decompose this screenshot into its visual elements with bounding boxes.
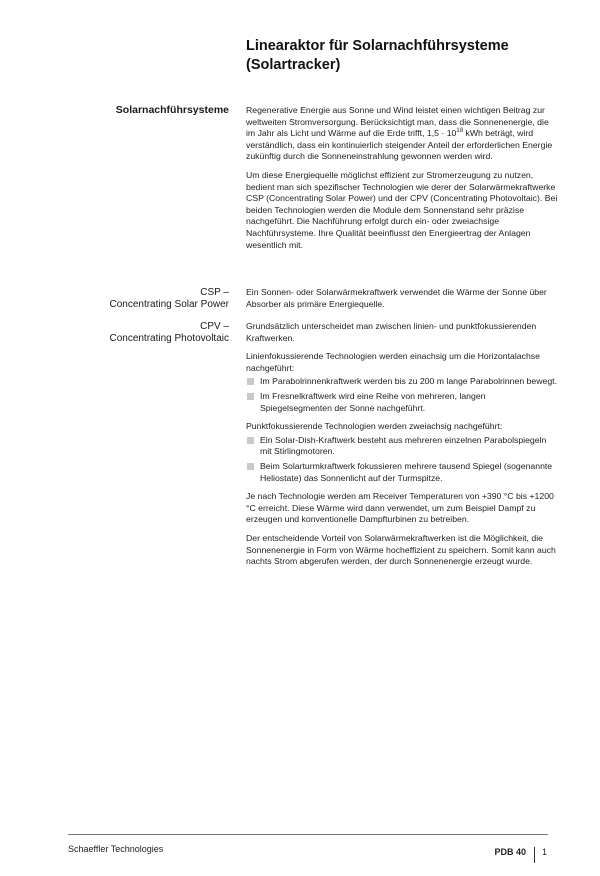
- section-label: CPV – Concentrating Photovoltaic: [109, 321, 229, 344]
- bullet-square-icon: [247, 378, 254, 385]
- section-label: CSP – Concentrating Solar Power: [109, 287, 229, 310]
- section-content: [246, 105, 558, 258]
- title-line-2: (Solartracker): [246, 57, 341, 73]
- document-code: PDB 40: [494, 847, 526, 857]
- section-content: [246, 321, 558, 575]
- footer-divider: [68, 834, 548, 835]
- section-label: Solarnachführsysteme: [115, 104, 229, 116]
- paragraph: Linienfokussierende Technologien werden einachsig um die Horizontalachse nachgeführt:: [246, 351, 540, 373]
- list-item: Beim Solarturmkraftwerk fokussieren mehrere tausend Spiegel (sogenannte Heliostate) das Sonnenlicht auf der Turmspitze.: [246, 461, 558, 484]
- paragraph: Je nach Technologie werden am Receiver Temperaturen von +390 °C bis +1200 °C erreicht. Diese Wärme wird dann verwendet, um zum Beispiel Dampf zu erzeugen und konventionelle Dampfturbinen zu betreiben.: [246, 491, 554, 525]
- bullet-square-icon: [247, 393, 254, 400]
- paragraph: Punktfokussierende Technologien werden zweiachsig nachgeführt:: [246, 421, 503, 432]
- bullet-list: [246, 376, 558, 414]
- paragraph: Um diese Energiequelle möglichst effizient zur Stromerzeugung zu nutzen, bedient man sich spezifischer Technologien wie derer der Solarwärmekraftwerke CSP (Concentrating Solar Power) und der CPV (Concentrating Photovoltaic). Bei beiden Technologien werden die Module dem Sonnenstand sehr präzise nachgeführt. Die Nachführung erfolgt durch ein- oder zweiachsige Nachführsysteme. Ihre Qualität beeinflusst den Energieertrag der Anlagen wesentlich mit.: [246, 169, 558, 250]
- document-title: [246, 37, 576, 75]
- list-item: Ein Solar-Dish-Kraftwerk besteht aus mehreren einzelnen Parabolspiegeln mit Stirlingmotoren.: [246, 435, 558, 458]
- list-item: Im Fresnelkraftwerk wird eine Reihe von mehreren, langen Spiegelsegmenten der Sonne nachgeführt.: [246, 391, 558, 414]
- exponent: 18: [456, 128, 464, 135]
- section-content: [246, 287, 558, 317]
- footer-separator: [534, 847, 535, 863]
- title-line-1: Linearaktor für Solarnachführsysteme: [246, 38, 509, 54]
- paragraph: Grundsätzlich unterscheidet man zwischen linien- und punktfokussierenden Kraftwerken.: [246, 321, 537, 343]
- bullet-square-icon: [247, 437, 254, 444]
- footer-page-info: [494, 844, 547, 860]
- bullet-list: [246, 435, 558, 484]
- paragraph: Der entscheidende Vorteil von Solarwärmekraftwerken ist die Möglichkeit, die Sonnenenergie in Form von Wärme hocheffizient zu speichern. Somit kann auch nachts Strom abgerufen werden, der durch Sonnenenergie erzeugt wurde.: [246, 532, 556, 567]
- list-item: Im Parabolrinnenkraftwerk werden bis zu 200 m lange Parabolrinnen bewegt.: [246, 376, 558, 388]
- page-number: 1: [541, 847, 547, 857]
- paragraph: Regenerative Energie aus Sonne und Wind leistet einen wichtigen Beitrag zur weltweiten Stromversorgung. Berücksichtigt man, dass die Sonnenenergie, die im Jahr als Licht und Wärme auf die Erde trifft, $1,5 \cdot 10^{18}$ kWh beträgt, wird verständlich, dass ein kontinuierlich steigender Anteil der erforderlichen Energie zukünftig durch die Sonneneinstrahlung gewonnen werden wird.: [246, 105, 553, 162]
- paragraph: Ein Sonnen- oder Solarwärmekraftwerk verwendet die Wärme der Sonne über Absorber als primäre Energiequelle.: [246, 287, 547, 309]
- footer-company: Schaeffler Technologies: [68, 844, 164, 854]
- bullet-square-icon: [247, 463, 254, 470]
